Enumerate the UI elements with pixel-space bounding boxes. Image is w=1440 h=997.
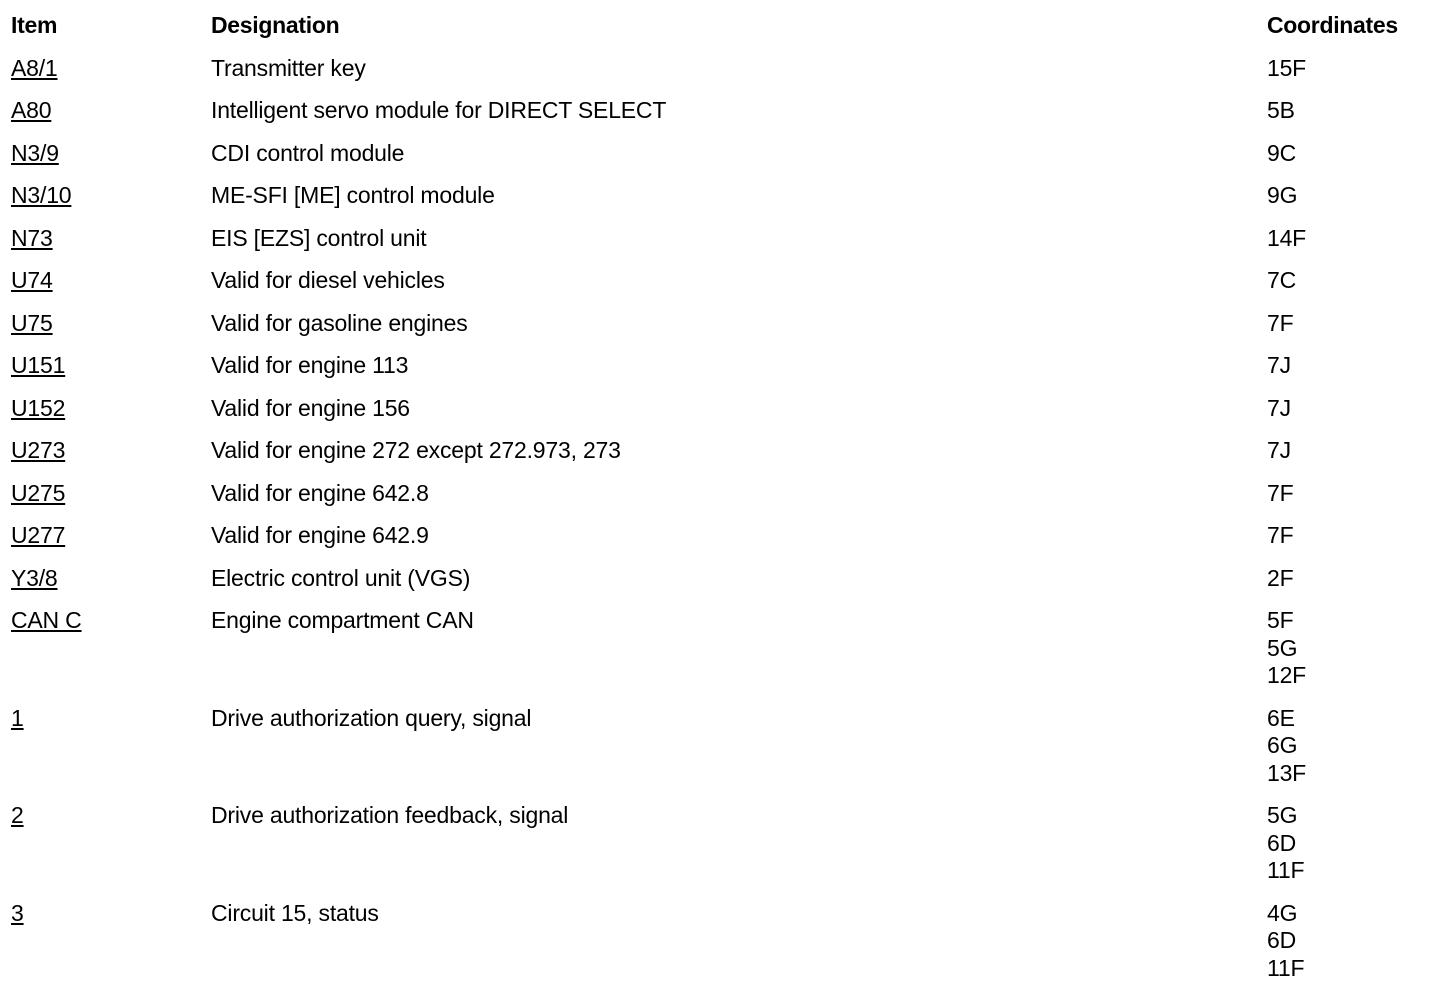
item-link[interactable]: 1 (11, 705, 24, 731)
coordinates-cell (1267, 565, 1431, 608)
component-legend-table (11, 12, 1431, 997)
coordinate-value: 7J (1267, 352, 1431, 380)
coordinates-cell (1267, 97, 1431, 140)
coordinate-value: 6G (1267, 732, 1431, 760)
table-body (11, 55, 1431, 997)
table-row (11, 607, 1431, 705)
item-link[interactable]: U275 (11, 480, 65, 506)
item-cell (11, 705, 211, 803)
item-cell (11, 182, 211, 225)
coordinate-value: 5B (1267, 97, 1431, 125)
designation-cell: Valid for diesel vehicles (211, 267, 1267, 310)
coordinate-value: 7F (1267, 310, 1431, 338)
table-row (11, 140, 1431, 183)
coordinate-value: 6D (1267, 927, 1431, 955)
item-cell (11, 607, 211, 705)
designation-cell: Valid for gasoline engines (211, 310, 1267, 353)
designation-cell: Intelligent servo module for DIRECT SELECT (211, 97, 1267, 140)
table-row (11, 802, 1431, 900)
designation-cell: Valid for engine 642.8 (211, 480, 1267, 523)
item-cell (11, 267, 211, 310)
item-cell (11, 802, 211, 900)
header-designation: Designation (211, 12, 1267, 55)
coordinates-cell (1267, 55, 1431, 98)
item-cell (11, 55, 211, 98)
designation-cell: Valid for engine 156 (211, 395, 1267, 438)
coordinates-cell (1267, 480, 1431, 523)
coordinate-value: 5G (1267, 635, 1431, 663)
item-link[interactable]: N3/9 (11, 140, 59, 166)
coordinate-value: 7J (1267, 395, 1431, 423)
coordinates-cell (1267, 225, 1431, 268)
item-cell (11, 395, 211, 438)
item-link[interactable]: 2 (11, 802, 24, 828)
coordinate-value: 14F (1267, 225, 1431, 253)
coordinates-cell (1267, 182, 1431, 225)
coordinates-cell (1267, 900, 1431, 997)
coordinates-cell (1267, 310, 1431, 353)
item-cell (11, 437, 211, 480)
coordinate-value: 4G (1267, 900, 1431, 928)
item-link[interactable]: U74 (11, 267, 53, 293)
item-link[interactable]: U152 (11, 395, 65, 421)
designation-cell: Electric control unit (VGS) (211, 565, 1267, 608)
item-link[interactable]: A8/1 (11, 55, 58, 81)
coordinate-value: 5G (1267, 802, 1431, 830)
coordinate-value: 7F (1267, 480, 1431, 508)
coordinates-cell (1267, 607, 1431, 705)
item-link[interactable]: N3/10 (11, 182, 71, 208)
designation-cell: Valid for engine 272 except 272.973, 273 (211, 437, 1267, 480)
designation-cell: Drive authorization feedback, signal (211, 802, 1267, 900)
table-row (11, 310, 1431, 353)
designation-cell: Valid for engine 642.9 (211, 522, 1267, 565)
table-row (11, 182, 1431, 225)
header-row (11, 12, 1431, 55)
item-cell (11, 225, 211, 268)
coordinates-cell (1267, 395, 1431, 438)
coordinates-cell (1267, 437, 1431, 480)
header-item: Item (11, 12, 211, 55)
table-row (11, 395, 1431, 438)
table-row (11, 267, 1431, 310)
coordinates-cell (1267, 267, 1431, 310)
coordinate-value: 2F (1267, 565, 1431, 593)
designation-cell: Valid for engine 113 (211, 352, 1267, 395)
designation-cell: Drive authorization query, signal (211, 705, 1267, 803)
coordinate-value: 12F (1267, 662, 1431, 690)
coordinate-value: 7C (1267, 267, 1431, 295)
item-cell (11, 480, 211, 523)
table-row (11, 900, 1431, 997)
designation-cell: ME-SFI [ME] control module (211, 182, 1267, 225)
item-cell (11, 522, 211, 565)
item-cell (11, 140, 211, 183)
item-link[interactable]: U75 (11, 310, 53, 336)
table-header (11, 12, 1431, 55)
coordinates-cell (1267, 802, 1431, 900)
coordinate-value: 7J (1267, 437, 1431, 465)
table-row (11, 565, 1431, 608)
item-link[interactable]: U277 (11, 522, 65, 548)
coordinates-cell (1267, 522, 1431, 565)
table-row (11, 225, 1431, 268)
table-row (11, 522, 1431, 565)
header-coordinates: Coordinates (1267, 12, 1431, 55)
designation-cell: Circuit 15, status (211, 900, 1267, 997)
table-row (11, 480, 1431, 523)
coordinate-value: 5F (1267, 607, 1431, 635)
table-row (11, 352, 1431, 395)
designation-cell: Engine compartment CAN (211, 607, 1267, 705)
coordinate-value: 13F (1267, 760, 1431, 788)
item-link[interactable]: N73 (11, 225, 53, 251)
table-row (11, 55, 1431, 98)
coordinates-cell (1267, 705, 1431, 803)
coordinate-value: 11F (1267, 955, 1431, 983)
item-link[interactable]: CAN C (11, 607, 82, 633)
coordinates-cell (1267, 140, 1431, 183)
item-link[interactable]: A80 (11, 97, 51, 123)
table-row (11, 437, 1431, 480)
coordinate-value: 6E (1267, 705, 1431, 733)
table-row (11, 705, 1431, 803)
coordinate-value: 7F (1267, 522, 1431, 550)
item-link[interactable]: 3 (11, 900, 24, 926)
item-link[interactable]: U151 (11, 352, 65, 378)
coordinate-value: 6D (1267, 830, 1431, 858)
item-link[interactable]: Y3/8 (11, 565, 58, 591)
coordinate-value: 15F (1267, 55, 1431, 83)
item-link[interactable]: U273 (11, 437, 65, 463)
item-cell (11, 97, 211, 140)
item-cell (11, 310, 211, 353)
coordinates-cell (1267, 352, 1431, 395)
designation-cell: Transmitter key (211, 55, 1267, 98)
item-cell (11, 900, 211, 997)
coordinate-value: 9G (1267, 182, 1431, 210)
designation-cell: EIS [EZS] control unit (211, 225, 1267, 268)
coordinate-value: 11F (1267, 857, 1431, 885)
item-cell (11, 352, 211, 395)
coordinate-value: 9C (1267, 140, 1431, 168)
item-cell (11, 565, 211, 608)
table-row (11, 97, 1431, 140)
designation-cell: CDI control module (211, 140, 1267, 183)
